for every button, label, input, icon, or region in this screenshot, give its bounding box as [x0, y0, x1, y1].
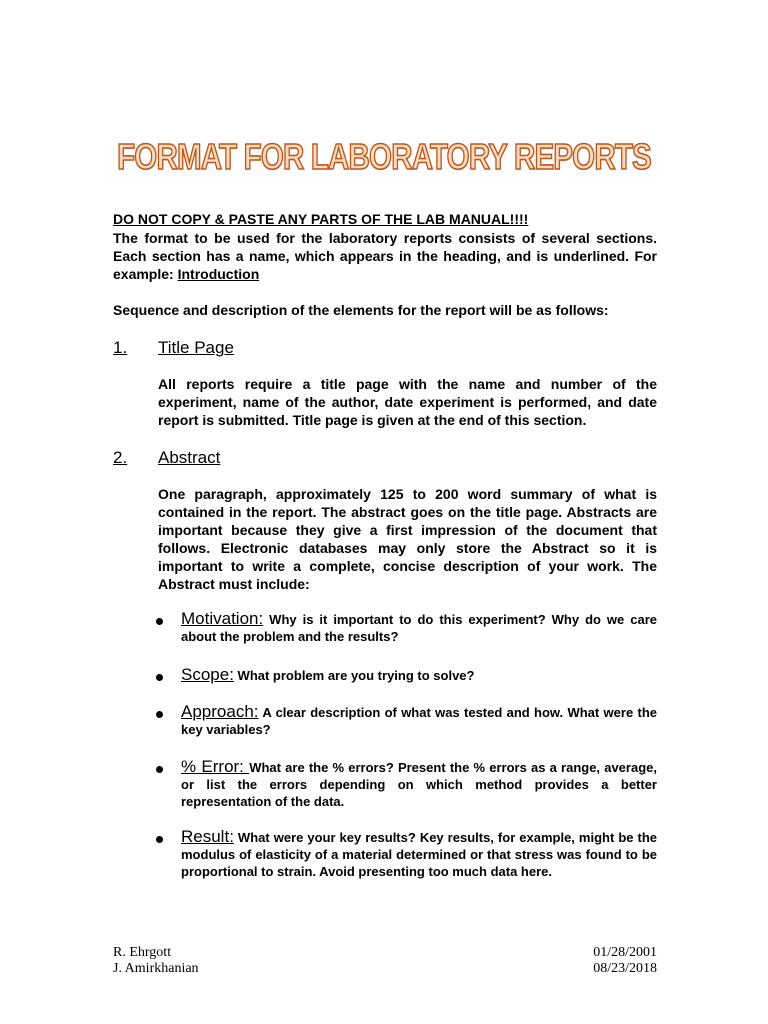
bullet-term: Motivation: [181, 609, 264, 628]
section-2-heading: Abstract [158, 448, 221, 467]
footer-dates [593, 945, 657, 977]
bullet-error: % Error: What are the % errors? Present the % errors as a range, average, or list the errors depending on which method provides a better representation of the data. [181, 757, 657, 809]
section-1-number: 1. [113, 338, 128, 357]
bullet-dot [156, 711, 163, 718]
intro-paragraph [113, 229, 657, 283]
sequence-paragraph: Sequence and description of the elements for the report will be as follows: [113, 302, 609, 318]
page-title: FORMAT FOR LABORATORY REPORTS [117, 136, 651, 177]
bullet-dot [156, 674, 163, 681]
bullet-term: Scope: [181, 665, 234, 684]
section-2-number: 2. [113, 448, 128, 467]
footer-author-2: J. Amirkhanian [113, 961, 199, 976]
bullet-dot [156, 836, 163, 843]
intro-text: The format to be used for the laboratory reports consists of several sections. Each section has a name, which appears in the heading, and is underlined. For example: [113, 230, 657, 282]
bullet-result: Result: What were your key results? Key results, for example, might be the modulus of elasticity of a material determined or that stress was found to be proportional to strain. Avoid presenting too much data here. [181, 827, 657, 879]
bullet-term: Result: [181, 827, 234, 846]
bullet-dot [156, 618, 163, 625]
footer-author-1: R. Ehrgott [113, 945, 172, 960]
intro-example: Introduction [177, 266, 260, 282]
footer-authors [113, 945, 199, 977]
section-1-heading: Title Page [158, 338, 234, 357]
footer-date-1: 01/28/2001 [593, 945, 657, 960]
copy-warning: DO NOT COPY & PASTE ANY PARTS OF THE LAB MANUAL!!!! [113, 211, 529, 227]
bullet-term: Approach: [181, 702, 259, 721]
section-2-body: One paragraph, approximately 125 to 200 word summary of what is contained in the report. The abstract goes on the title page. Abstracts are important because they give a first impression of the document that follows. Electronic databases may only store the Abstract so it is important to write a complete, concise description of your work. The Abstract must include: [158, 486, 657, 592]
section-1-body: All reports require a title page with the name and number of the experiment, name of the author, date experiment is performed, and date report is submitted. Title page is given at the end of this section. [158, 376, 657, 428]
bullet-term: % Error: [181, 757, 244, 776]
footer-date-2: 08/23/2018 [593, 961, 657, 976]
bullet-scope: Scope: What problem are you trying to solve? [181, 665, 475, 684]
bullet-approach: Approach: A clear description of what was tested and how. What were the key variables? [181, 702, 657, 737]
bullet-dot [156, 766, 163, 773]
bullet-motivation: Motivation: Why is it important to do this experiment? Why do we care about the problem and the results? [181, 609, 657, 644]
